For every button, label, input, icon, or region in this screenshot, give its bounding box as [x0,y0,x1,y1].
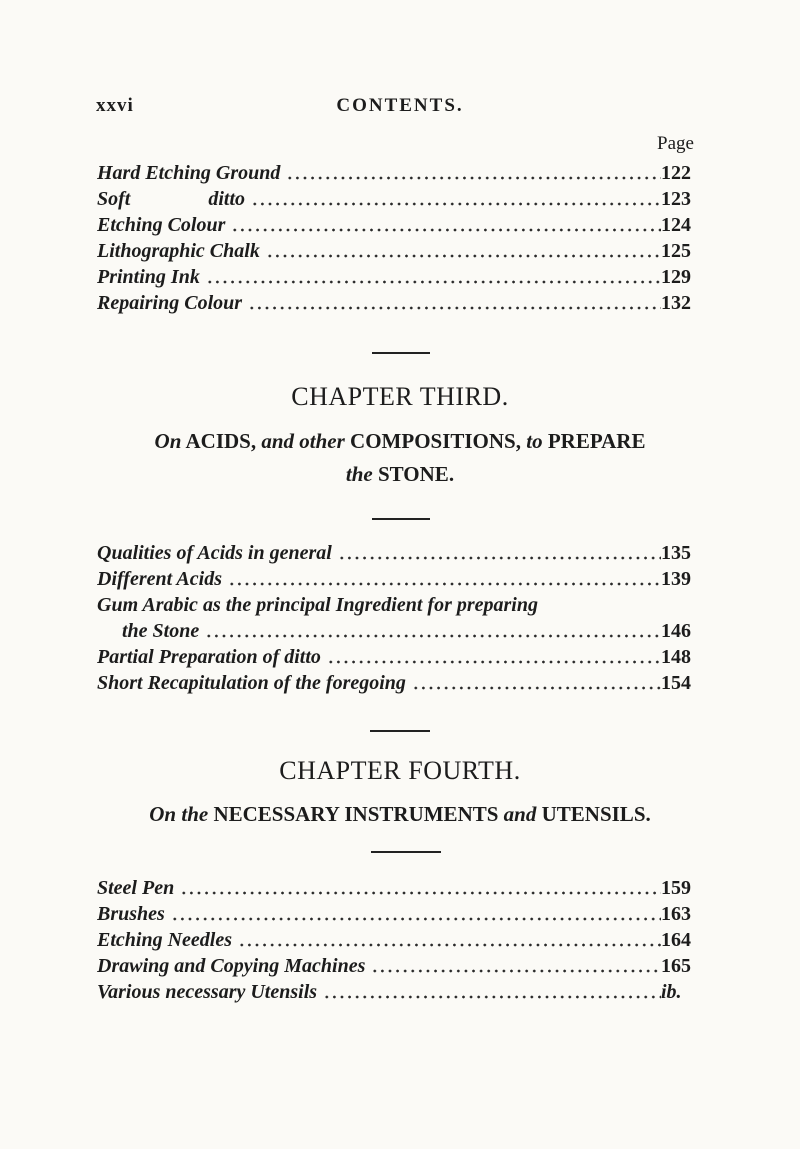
section-divider [372,518,430,520]
dot-leader [231,228,661,232]
toc-entry-page: 132 [661,292,691,314]
toc-entry-title: Steel Pen [97,877,175,899]
toc-entry-title: Qualities of Acids in general [97,542,332,564]
toc-entry-page: 122 [661,162,691,184]
running-head [0,95,800,125]
dot-leader [327,660,661,664]
toc-entry [0,240,800,266]
dot-leader [228,582,661,586]
toc-entry [0,162,800,188]
toc-entry-title: Various necessary Utensils [97,981,318,1003]
toc-entry-page: 123 [661,188,691,210]
toc-entry-page: 124 [661,214,691,236]
dot-leader [286,176,661,180]
dot-leader [205,634,661,638]
toc-entry [0,214,800,240]
section-divider [370,730,430,732]
page-folio: xxvi [96,95,134,116]
dot-leader [238,943,661,947]
toc-entry-title: the Stone [122,620,200,642]
dot-leader [180,891,661,895]
dot-leader [171,917,661,921]
toc-entry [0,646,800,672]
toc-entry [0,672,800,698]
dot-leader [251,202,661,206]
toc-entry-page: 139 [661,568,691,590]
toc-entry [0,266,800,292]
toc-entry-continuation [0,620,800,646]
chapter-subheading: On ACIDS, and other COMPOSITIONS, to PREPARE the STONE. [154,429,646,486]
toc-entry-page: 148 [661,646,691,668]
dot-leader [323,995,661,999]
toc-entry [0,877,800,903]
toc-entry-page: ib. [661,981,682,1003]
toc-entry-page: 125 [661,240,691,262]
toc-entry [0,594,800,620]
toc-entry-title: Etching Needles [97,929,232,951]
dot-leader [206,280,661,284]
toc-entry [0,903,800,929]
toc-entry-title: Soft ditto [97,188,246,210]
toc-entry-title: Different Acids [97,568,222,590]
toc-entry [0,568,800,594]
toc-entry [0,929,800,955]
toc-entry-title: Partial Preparation of ditto [97,646,321,668]
toc-entry-page: 164 [661,929,691,951]
toc-entry [0,188,800,214]
chapter-heading: CHAPTER THIRD. [291,382,509,411]
toc-entry [0,542,800,568]
toc-entry-title: Gum Arabic as the principal Ingredient for preparing [97,594,538,616]
dot-leader [412,686,661,690]
toc-entry-page: 154 [661,672,691,694]
toc-entry-page: 165 [661,955,691,977]
toc-entry-title: Lithographic Chalk [97,240,260,262]
toc-entry-title: Drawing and Copying Machines [97,955,366,977]
toc-entry-page: 159 [661,877,691,899]
dot-leader [248,306,661,310]
toc-entry-page: 163 [661,903,691,925]
toc-entry [0,292,800,318]
toc-entry-title: Repairing Colour [97,292,243,314]
toc-entry-title: Printing Ink [97,266,200,288]
toc-entry-title: Short Recapitulation of the foregoing [97,672,406,694]
section-divider [372,352,430,354]
toc-entry [0,955,800,981]
chapter-subheading: On the NECESSARY INSTRUMENTS and UTENSILS. [149,802,651,826]
toc-entry-page: 146 [661,620,691,642]
section-divider [371,851,441,853]
toc-entry-title: Hard Etching Ground [97,162,281,184]
dot-leader [338,556,661,560]
toc-entry-page: 135 [661,542,691,564]
chapter-heading: CHAPTER FOURTH. [279,756,521,785]
page-title: CONTENTS. [336,95,464,116]
page-column-label: Page [657,133,694,154]
dot-leader [266,254,661,258]
toc-entry-title: Etching Colour [97,214,226,236]
toc-entry-page: 129 [661,266,691,288]
dot-leader [371,969,661,973]
toc-entry [0,981,800,1007]
toc-entry-title: Brushes [97,903,165,925]
